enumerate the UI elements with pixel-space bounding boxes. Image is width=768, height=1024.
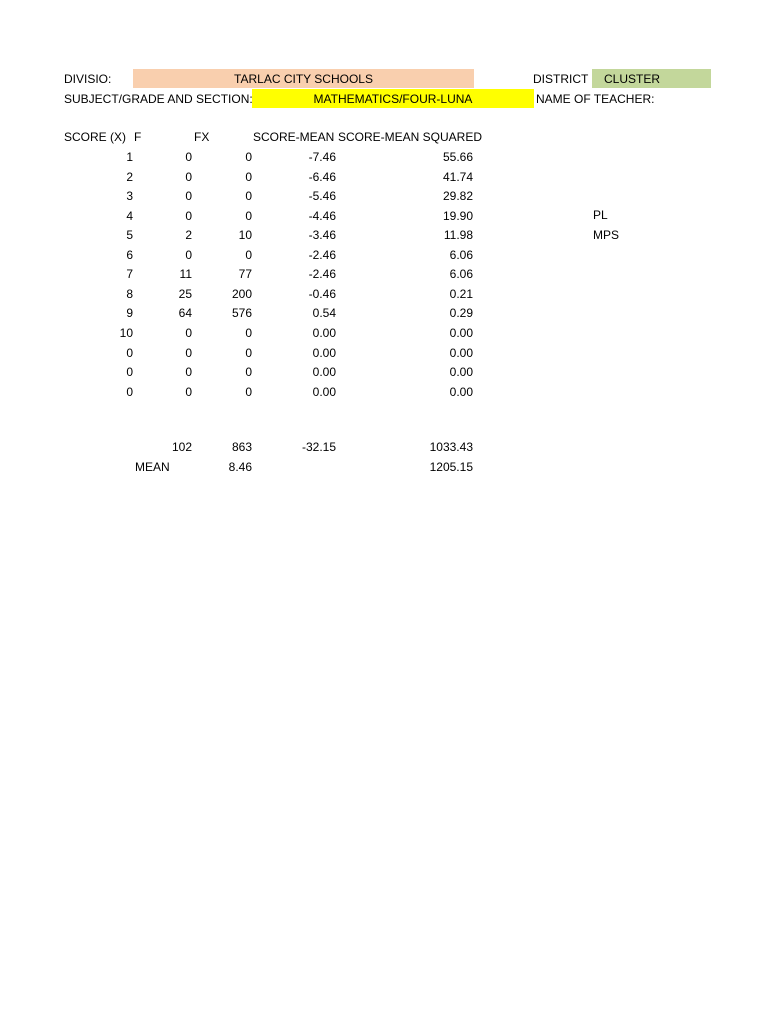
cell-squared: 55.66: [442, 150, 473, 164]
cell-score-mean: -7.46: [308, 150, 336, 164]
cell-fx: 0: [245, 189, 252, 203]
cell-squared: 6.06: [449, 267, 473, 281]
cell-squared: 29.82: [442, 189, 473, 203]
cell-score-mean: 0.00: [312, 365, 336, 379]
cell-squared: 19.90: [442, 209, 473, 223]
mps-label: MPS: [593, 228, 620, 242]
cell-fx: 0: [245, 326, 252, 340]
table-row: [0, 304, 768, 322]
cell-score-mean: -6.46: [308, 170, 336, 184]
cell-fx: 10: [238, 228, 252, 242]
cell-score: 10: [119, 326, 133, 340]
cell-squared: 0.29: [449, 306, 473, 320]
division-value: TARLAC CITY SCHOOLS: [234, 72, 373, 86]
cell-fx: 0: [245, 248, 252, 262]
totals-row: [0, 438, 768, 456]
col-f-header: F: [134, 130, 142, 144]
table-row: [0, 265, 768, 283]
cell-fx: 0: [245, 385, 252, 399]
cell-score: 0: [126, 385, 133, 399]
cell-squared: 0.00: [449, 385, 473, 399]
table-row: [0, 207, 768, 225]
cell-score-mean: -2.46: [308, 248, 336, 262]
cell-score-mean: 0.00: [312, 346, 336, 360]
cell-score: 2: [126, 170, 133, 184]
cell-squared: 0.21: [449, 287, 473, 301]
table-row: [0, 168, 768, 186]
col-score-header: SCORE (X): [64, 130, 127, 144]
cell-f: 2: [185, 228, 192, 242]
cell-fx: 576: [231, 306, 252, 320]
cell-f: 0: [185, 189, 192, 203]
cell-score: 1: [126, 150, 133, 164]
col-fx-header: FX: [194, 130, 210, 144]
table-row: [0, 383, 768, 401]
cell-score-mean: -2.46: [308, 267, 336, 281]
cell-score-mean: 0.54: [312, 306, 336, 320]
cell-squared: 0.00: [449, 365, 473, 379]
col-squared-header: SCORE-MEAN SQUARED: [338, 130, 483, 144]
division-label: DIVISIO:: [64, 72, 112, 86]
cell-score-mean: -3.46: [308, 228, 336, 242]
cell-f: 0: [185, 209, 192, 223]
total-score-mean: -32.15: [301, 440, 336, 454]
cell-score: 8: [126, 287, 133, 301]
mean-row: [0, 458, 768, 476]
squared-second: 1205.15: [429, 460, 473, 474]
cell-f: 0: [185, 170, 192, 184]
cell-f: 0: [185, 326, 192, 340]
cell-squared: 41.74: [442, 170, 473, 184]
cell-score: 4: [126, 209, 133, 223]
district-label: DISTRICT: [533, 72, 589, 86]
cell-score-mean: 0.00: [312, 385, 336, 399]
cell-f: 0: [185, 385, 192, 399]
cell-f: 0: [185, 365, 192, 379]
cell-score-mean: -4.46: [308, 209, 336, 223]
total-fx: 863: [231, 440, 252, 454]
table-row: [0, 324, 768, 342]
cell-score: 7: [126, 267, 133, 281]
cell-fx: 0: [245, 209, 252, 223]
cell-squared: 0.00: [449, 346, 473, 360]
pl-label: PL: [593, 208, 608, 222]
cell-score-mean: 0.00: [312, 326, 336, 340]
cell-squared: 11.98: [443, 228, 473, 242]
cell-f: 25: [178, 287, 192, 301]
cell-score: 9: [126, 306, 133, 320]
cell-f: 0: [185, 248, 192, 262]
table-row: [0, 285, 768, 303]
cell-score-mean: -5.46: [308, 189, 336, 203]
table-row: [0, 187, 768, 205]
table-row: [0, 344, 768, 362]
subject-label: SUBJECT/GRADE AND SECTION:: [64, 92, 253, 106]
district-value: CLUSTER: [604, 72, 661, 86]
cell-fx: 0: [245, 346, 252, 360]
cell-f: 64: [178, 306, 192, 320]
subject-value: MATHEMATICS/FOUR-LUNA: [313, 92, 473, 106]
cell-score: 0: [126, 346, 133, 360]
table-header: [0, 128, 768, 146]
table-row: [0, 148, 768, 166]
cell-squared: 6.06: [449, 248, 473, 262]
cell-score: 5: [126, 228, 133, 242]
mean-label: MEAN: [135, 460, 170, 474]
cell-score: 0: [126, 365, 133, 379]
total-squared: 1033.43: [429, 440, 473, 454]
cell-fx: 200: [231, 287, 252, 301]
table-row: [0, 363, 768, 381]
cell-fx: 0: [245, 365, 252, 379]
col-score-mean-header: SCORE-MEAN: [253, 130, 335, 144]
cell-score-mean: -0.46: [308, 287, 336, 301]
cell-f: 0: [185, 150, 192, 164]
cell-squared: 0.00: [449, 326, 473, 340]
cell-fx: 0: [245, 150, 252, 164]
cell-fx: 0: [245, 170, 252, 184]
cell-fx: 77: [238, 267, 252, 281]
table-row: [0, 246, 768, 264]
cell-score: 6: [126, 248, 133, 262]
total-f: 102: [171, 440, 192, 454]
cell-f: 11: [179, 267, 192, 281]
cell-score: 3: [126, 189, 133, 203]
table-row: [0, 226, 768, 244]
teacher-label: NAME OF TEACHER:: [536, 92, 655, 106]
mean-value: 8.46: [228, 460, 252, 474]
cell-f: 0: [185, 346, 192, 360]
